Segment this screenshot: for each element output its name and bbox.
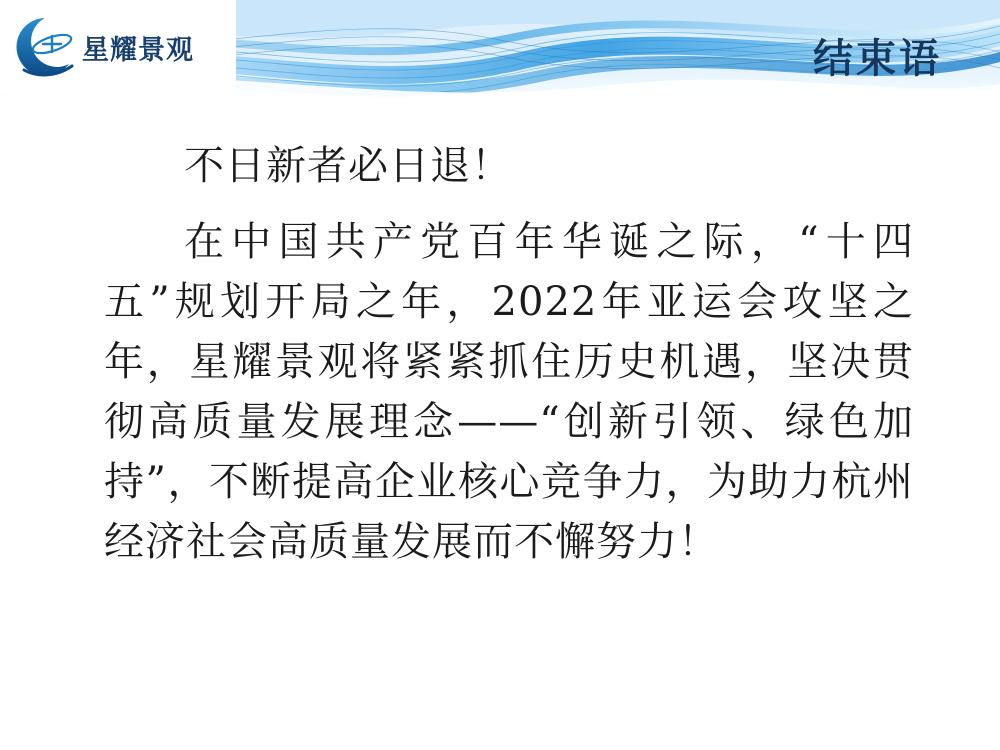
- logo-text: 星耀景观: [82, 34, 194, 66]
- crescent-swoosh-logo-icon: [12, 14, 78, 80]
- paragraph: 不日新者必日退！: [184, 143, 512, 189]
- paragraph: 在中国共产党百年华诞之际，“十四五”规划开局之年，2022年亚运会攻坚之年，星耀景观将紧紧抓住历史机遇，坚决贯彻高质量发展理念——“创新引领、绿色加持”，不断提高企业核心竞争力，为助力杭州经济社会高质量发展而不懈努力！: [104, 219, 914, 565]
- page-title: 结束语: [813, 36, 942, 82]
- logo-block: [0, 0, 236, 94]
- slide-body: [104, 136, 914, 576]
